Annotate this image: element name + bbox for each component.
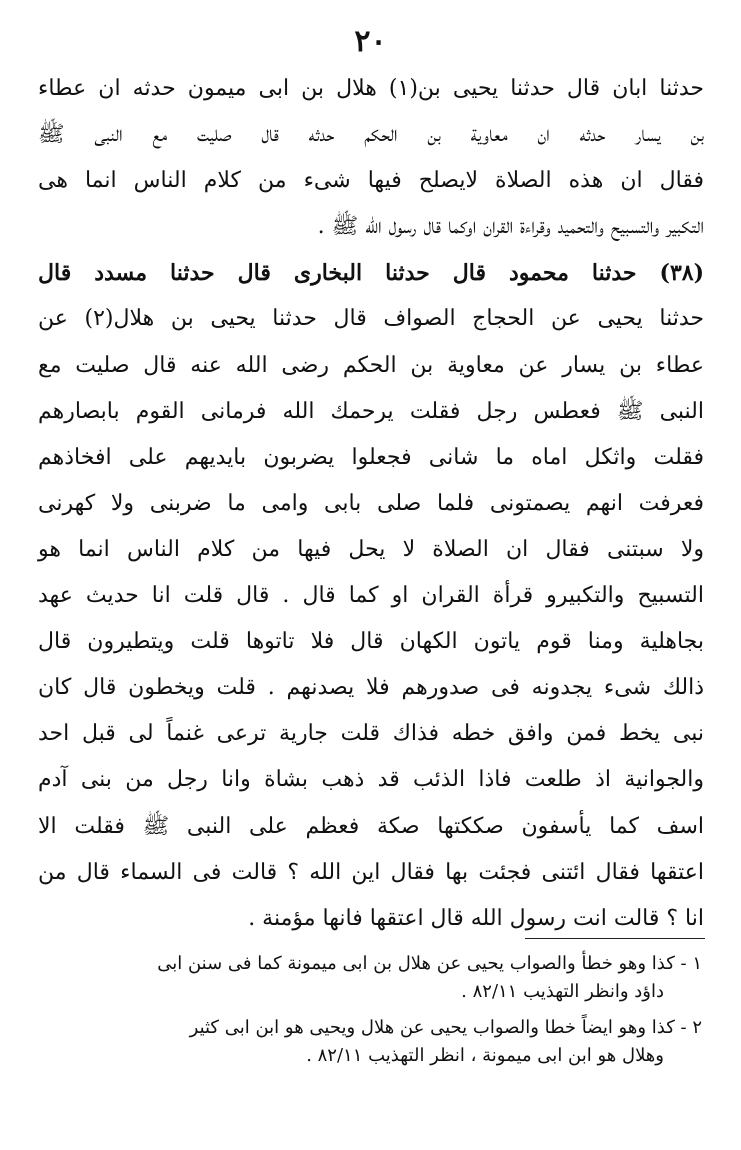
text-line: حدثنا ابان قال حدثنا يحيى بن(١) هلال بن ابى ميمون حدثه ان عطاء: [38, 76, 704, 101]
text-line: فقلت واثكل اماه ما شانى فجعلوا يضربون بايديهم على افخاذهم: [38, 444, 704, 470]
footnote-marker: ١ -: [680, 953, 702, 974]
text-line: اسف كما يأسفون صككتها صكة فعظم على النبى ﷺ فقلت الا: [38, 813, 704, 839]
text-line: النبى ﷺ فعطس رجل فقلت يرحمك الله فرمانى القوم بابصارهم: [38, 398, 704, 424]
footnotes: [36, 950, 702, 1070]
text-line: التسبيح والتكبيرو قرأة القران او كما قال . قال قلت انا حديث عهد: [38, 583, 704, 609]
text-line: اعتقها فقال ائتنى فجئت بها فقال اين الله ؟ قالت فى السماء قال من: [38, 859, 704, 885]
text-line: انا ؟ قالت انت رسول الله قال اعتقها فانها مؤمنة .: [248, 905, 704, 931]
text-line: ذالك شىء يجدونه فى صدورهم فلا يصدنهم . قلت ويخطون قال كان: [38, 675, 704, 701]
footnote-divider: [525, 938, 705, 939]
footnote-1: [36, 950, 702, 978]
footnote-text: كذا وهو ايضاً خطا والصواب يحيى عن هلال ويحيى هو ابن ابى كثير: [189, 1017, 675, 1038]
text-line: فقال ان هذه الصلاة لايصلح فيها شىء من كلام الناس انما هى: [38, 168, 704, 194]
footnote-text: كذا وهو خطأ والصواب يحيى عن هلال بن ابى ميمونة كما فى سنن ابى: [157, 953, 675, 974]
text-line: فعرفت انهم يصمتونى فلما صلى بابى وامى ما ضربنى ولا كهرنى: [38, 490, 704, 516]
main-text: [38, 66, 704, 942]
text-line: التكبير والتسبيح والتحميد وقراءة القران اوكما قال رسول الله ﷺ .: [317, 214, 704, 240]
text-line: ولا سبتنى فقال ان الصلاة لا يحل فيها من كلام الناس انما هو: [38, 536, 704, 562]
text-line: والجوانية اذ طلعت فاذا الذئب قد ذهب بشاة وانا رجل من بنى آدم: [38, 767, 704, 793]
footnote-text: وهلال هو ابن ابى ميمونة ، انظر التهذيب ٨٢/١١ .: [306, 1045, 664, 1066]
footnote-text: داؤد وانظر التهذيب ٨٢/١١ .: [461, 981, 664, 1002]
text-line: حدثنا يحيى عن الحجاج الصواف قال حدثنا يحيى بن هلال(٢) عن: [38, 306, 704, 332]
hadith-start-line: (٣٨) حدثنا محمود قال حدثنا البخارى قال حدثنا مسدد قال: [38, 260, 704, 287]
text-line: بن يسار حدثه ان معاوية بن الحكم حدثه قال صليت مع النبى ﷺ: [38, 122, 704, 148]
text-line: عطاء بن يسار عن معاوية بن الحكم رضى الله عنه قال صليت مع: [38, 352, 704, 378]
footnote-2: [36, 1014, 702, 1042]
text-line: نبى يخط فمن وافق خطه فذاك قلت جارية ترعى غنماً لى قبل احد: [38, 721, 704, 747]
footnote-marker: ٢ -: [680, 1017, 702, 1038]
page-number: ٢٠: [354, 24, 387, 59]
text-line: بجاهلية ومنا قوم ياتون الكهان قال فلا تاتوها قلت ويتطيرون قال: [38, 629, 704, 655]
